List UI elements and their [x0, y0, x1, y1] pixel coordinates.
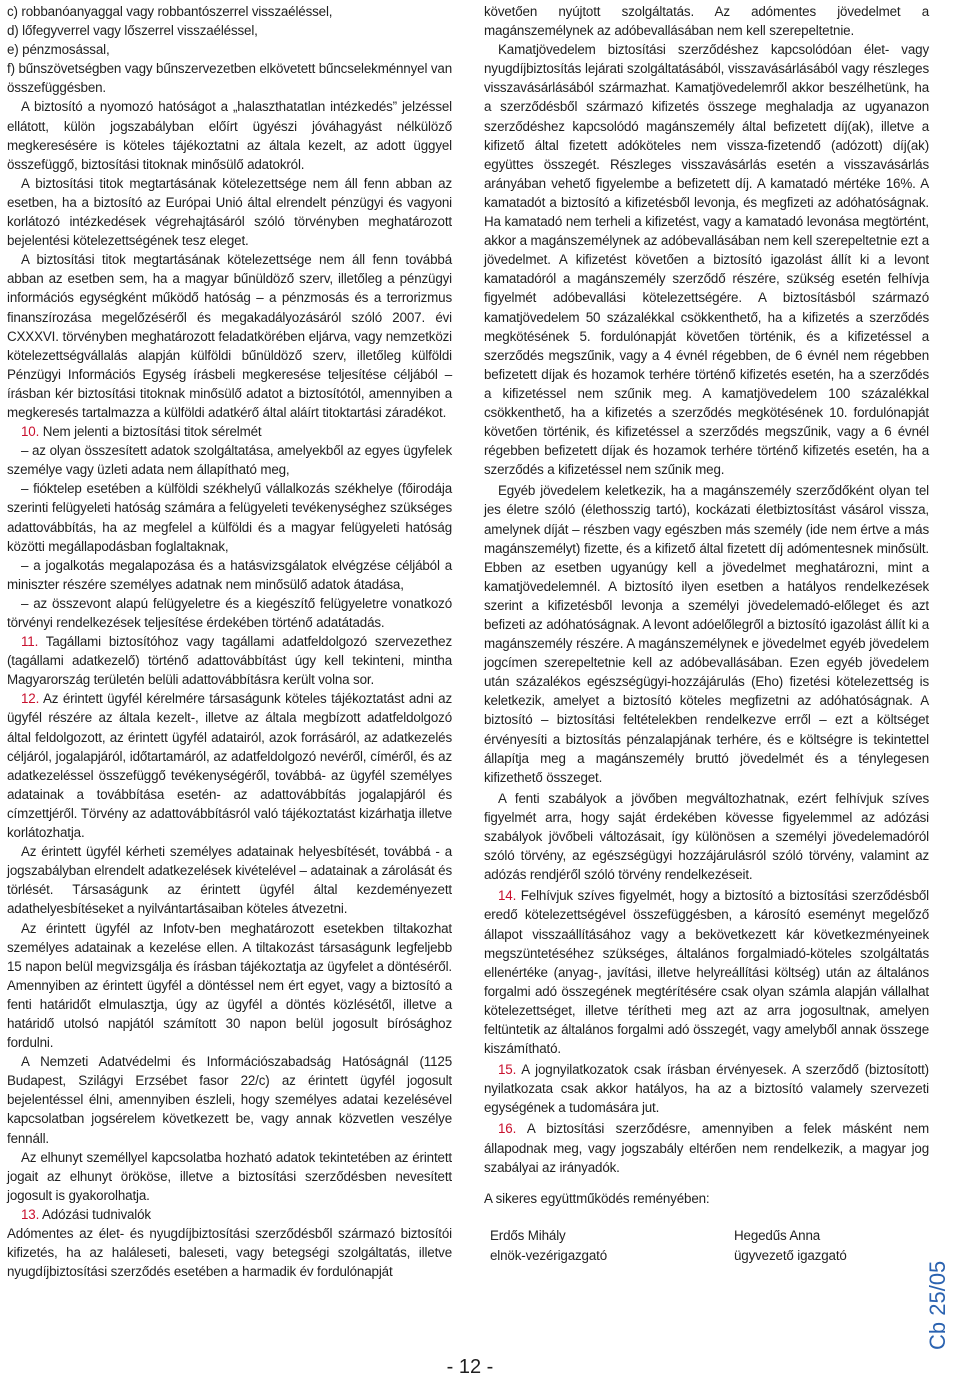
paragraph-branch-office: – fióktelep esetében a külföldi székhelyű vállalkozás székhelye (főirodája szerinti felügyeleti hatóság számára a felügyeleti tevékenységhez szükséges adattovábbítás, ha az megfelel a külföldi és a magyar felügyeleti hatóság közötti megállapodásban foglaltaknak, [7, 481, 452, 554]
section-13-heading [7, 1205, 452, 1224]
paragraph-tax-exempt-cont: követően nyújtott szolgáltatás. Az adómentes jövedelmet a magánszemélynek az adóbevallásában nem kell szerepeltetnie. [484, 4, 929, 39]
section-10-heading [7, 422, 452, 441]
section-text: Tagállami biztosítóhoz vagy tagállami adatfeldolgozó szervezethez (tagállami adatkezelő) történő adattovábbítást úgy kell tekinteni, mintha Magyarország területén belüli adattovábbításra került volna sor. [7, 634, 452, 688]
section-number: 15. [498, 1062, 517, 1078]
section-12 [7, 689, 452, 842]
document-code: Cb 25/05 [925, 1260, 950, 1350]
paragraph-eu-restriction: A biztosítási titok megtartásának kötelezettsége nem áll fenn abban az esetben, ha a biztosító az Európai Unió által elrendelt pénzügyi és vagyoni korlátozó intézkedések végrehajtásáról szóló törvényben meghatározott bejelentési kötelezettségének tesz eleget. [7, 175, 452, 249]
section-number: 12. [21, 691, 40, 707]
section-text: Felhívjuk szíves figyelmét, hogy a biztosító a biztosítási szerződésből eredő kötelezettségével összefüggésben, a károsító eseményt megelőző állapot visszaállításához vagy a bekövetkezett kár következményeinek megszüntetéséhez szükséges, általános forgalmiadó-köteles szolgáltatás ellenértéke (anyag-, javítási, illetve helyreállítási költség) után az általános forgalmi adó összegének megtérítésére csak olyan számla alapján vállalhat kötelezettséget, illetve térítheti meg azt az arra jogosultnak, amelyen feltüntetik az általános forgalmi adó összegét, vagy amelyből annak összege kiszámítható. [484, 888, 929, 1057]
paragraph-rules-change: A fenti szabályok a jövőben megváltozhatnak, ezért felhívjuk szíves figyelmét arra, hogy saját érdekében kövesse figyelemmel az adózási szabályok jövőbeli változásait, így különösen a személyi jövedelemadóról szóló törvény, az egészségügyi hozzájárulásról szóló törvény, valamint az adózás rendjéről szóló törvény rendelkezéseit. [484, 790, 929, 883]
signatory-title: elnök-vezérigazgató [490, 1247, 607, 1263]
right-column [484, 2, 929, 1286]
signature-right [734, 1226, 847, 1266]
paragraph-naih: A Nemzeti Adatvédelmi és Információszabadság Hatóságnál (1125 Budapest, Szilágyi Erzsébet fasor 22/c) az érintett ügyfél jogosult bejelentéssel élni, amennyiben észleli, hogy személyes adatai kezelésével kapcsolatban jogsérelem következett be, vagy annak közvetlen veszélye fennáll. [7, 1054, 452, 1146]
list-item-d: d) lőfegyverrel vagy lőszerrel visszaéléssel, [7, 23, 258, 39]
section-number: 10. [21, 424, 40, 440]
paragraph-data-correction: Az érintett ügyfél kérheti személyes adatainak helyesbítését, továbbá - a jogszabályban elrendelt adatkezelések kivételével – adatainak a zárolását és törlését. Társaságunk az érintett ügyfél által kezdeményezett adathelyesbítéseket a nyilvántartásaiban köteles átvezetni. [7, 844, 452, 917]
section-15 [484, 1060, 929, 1117]
signature-left [490, 1226, 607, 1266]
paragraph-objection: Az érintett ügyfél az Infotv-ben meghatározott esetekben tiltakozhat személyes adatainak a kezelése ellen. A tiltakozást társaságunk legfeljebb 15 napon belül megvizsgálja és írásban tájékoztatja az ügyfelet a döntéséről. Amennyiben az érintett ügyfél a döntéssel nem ért egyet, vagy a biztosító a fenti határidőt elmulasztja, úgy az ügyfél a döntés közlésétől, illetve a határidő utolsó napjától számított 30 napon belül jogosult bírósághoz fordulni. [7, 920, 452, 1051]
paragraph-other-income: Egyéb jövedelem keletkezik, ha a magánszemély szerződőként olyan tel jes életre szóló (élethosszig tartó), kockázati életbiztosítást vásárol vissza, amelynek díját – részben vagy egészben más személy (ide nem értve a más magánszemélyt) fizette, és a kifizető által fizetett díj adómentesnek minősült. Ebben az esetben ugyanúgy kell a jövedelmet meghatározni, mint a kamatjövedelemnél. A biztosító ilyen esetben a hatályos rendelkezések szerint a kifizetésből levonja a személyi jövedelemadó-előleget és azt befizeti az adóhatóságnak. A levont adóelőlegről a biztosító igazolást állít ki a magánszemély részére. A magánszemélynek e jövedelmet egyéb jövedelem jogcímen szerepeltetnie kell az adóbevallásában. Ezen egyéb jövedelem után százalékos egészségügyi-hozzájárulás (Eho) fizetési kötelezettség is keletkezik, amelyet a biztosító köteles megfizetni az adóhatóságnak. A biztosító – biztosítási feltételekben rendelkezve erről – ezt a költséget érvényesíti a biztosítás pénzalapjának terhére, és e költségre is tekintettel állapítja meg a magánszemély bruttó jövedelmét és a ténylegesen kifizethető összeget. [484, 483, 929, 785]
section-11 [7, 632, 452, 689]
section-number: 16. [498, 1121, 517, 1137]
paragraph-legislation: – a jogalkotás megalapozása és a hatásvizsgálatok elvégzése céljából a miniszter részére személyes adatnak nem minősülő adatok átadása, [7, 557, 452, 592]
paragraph-consolidated-supervision: – az összevont alapú felügyeletre és a kiegészítő felügyeletre vonatkozó törvényi rendelkezések teljesítése érdekében történő adatátadás. [7, 595, 452, 630]
section-text: Nem jelenti a biztosítási titok sérelmét [39, 424, 262, 440]
section-number: 11. [21, 634, 39, 650]
section-text: A biztosítási szerződésre, amennyiben a felek másként nem állapodnak meg, vagy jogszabály eltérően nem rendelkezik, a magyar jog szabályai az irányadók. [484, 1121, 929, 1175]
paragraph-deceased: Az elhunyt személlyel kapcsolatba hozható adatok tekintetében az érintett jogait az elhunyt örököse, illetve a biztosítási szerződésben nevesített jogosult is gyakorolhatja. [7, 1149, 452, 1203]
paragraph-urgent-measure: A biztosító a nyomozó hatóságot a „halaszthatatlan intézkedés” jelzéssel ellátott, külön jogszabályban előírt ügyészi jóváhagyást nélkülöző megkeresésére is köteles tájékoztatni az általa kezelt, az adott üggyel összefüggő, biztosítási titoknak minősülő adatokról. [7, 99, 452, 172]
left-column [7, 2, 452, 1281]
list-item-f: f) bűnszövetségben vagy bűnszervezetben elkövetett bűncselekménnyel van összefüggésben. [7, 61, 452, 96]
closing-line: A sikeres együttműködés reményében: [484, 1190, 710, 1206]
paragraph-aggregated-data: – az olyan összesített adatok szolgáltatása, amelyekből az egyes ügyfelek személye vagy üzleti adata nem állapítható meg, [7, 443, 452, 478]
section-number: 14. [498, 888, 517, 904]
section-text: Adózási tudnivalók [39, 1206, 151, 1222]
signatory-name: Erdős Mihály [490, 1227, 566, 1243]
section-14 [484, 886, 929, 1058]
signatory-name: Hegedűs Anna [734, 1227, 821, 1243]
section-16 [484, 1119, 929, 1176]
section-number: 13. [21, 1206, 40, 1222]
section-text: Az érintett ügyfél kérelmére társaságunk köteles tájékoztatást adni az ügyfél részére az általa kezelt-, illetve az általa megbízott adatfeldolgozó által feldolgozott, az érintett ügyfél adatairól, azok forrásáról, az adatkezelés céljáról, jogalapjáról, időtartamáról, az adatfeldolgozó nevéről, címéről, és az adatkezeléssel összefüggő tevékenységéről, továbbá- az ügyfél személyes adatainak a továbbítása esetén- az adattovábbítás jogalapjáról és címzettjéről. Törvény az adattovábbításról való tájékoztatást kizárhatja illetve korlátozhatja. [7, 691, 452, 841]
page-number: - 12 - [446, 1356, 494, 1378]
paragraph-money-laundering: A biztosítási titok megtartásának kötelezettsége nem áll fenn továbbá abban az esetben sem, ha a magyar bűnüldöző szerv, illetőleg a pénzügyi információs egységként működő hatóság – a pénzmosás és a terrorizmus finanszírozása megelőzéséről és megakadályozásáról szóló 2007. évi CXXXVI. törvényben meghatározott feladatkörében eljárva, vagy nemzetközi kötelezettségvállalás alapján külföldi bűnüldöző szerv, illetőleg külföldi Pénzügyi Információs Egység írásbeli megkeresése teljesítése céljából – írásban kér biztosítási titoknak minősülő adatot a biztosítótól, amennyiben a megkeresés tartalmazza a külföldi adatkérő által aláírt titoktartási záradékot. [7, 252, 452, 420]
section-text: A jognyilatkozatok csak írásban érvényesek. A szerződő (biztosított) nyilatkozata csak akkor hatályos, ha az a biztosító valamely szervezeti egységének a tudomására jut. [484, 1062, 929, 1116]
list-item-e: e) pénzmosással, [7, 42, 110, 58]
paragraph-tax-exempt: Adómentes az élet- és nyugdíjbiztosítási szerződésből származó biztosítói kifizetés, ha az haláleseti, baleseti, vagy betegségi szolgáltatás, illetve nyugdíjbiztosítási szerződés esetében a harmadik év fordulónapját [7, 1226, 452, 1280]
signature-block [484, 1226, 929, 1286]
signatory-title: ügyvezető igazgató [734, 1247, 847, 1263]
list-item-c: c) robbanóanyaggal vagy robbantószerrel visszaéléssel, [7, 4, 333, 19]
paragraph-interest-income: Kamatjövedelem biztosítási szerződéshez kapcsolódóan élet- vagy nyugdíjbiztosítás lejárati szolgáltatásából, visszavásárlásából vagy részleges visszavásárlásából származhat. Kamatjövedelemről akkor beszélhetünk, ha a szerződésből származó kifizetés összege meghaladja az ugyanazon szerződéshez kapcsolódó magánszemély által befizetett díj(ak), illetve a kifizető által fizetett adóköteles nem vissza-fizetendő (adózott) díj(ak) együttes összegét. Részleges visszavásárlás esetén a visszavásárlás arányában vehető figyelembe a befizetett díj. A kamatadó mértéke 16%. A kamatadót a biztosító a kifizetésből levonja, és megfizeti az adóhatóságnak. Ha kamatadó nem terheli a kifizetést, vagy a kamatadó levonása megtörtént, akkor a magánszemélynek az adóbevallásában nem kell szerepeltetnie ezt a jövedelmet. A kifizetést követően a biztosító igazolást állít ki a levont kamatadóról a magánszemély szerződő részére, szükség esetén felhívja figyelmét adóbevallási kötelezettségére. A biztosításból származó kamatjövedelem 50 százalékkal csökkenthető, ha a kifizetés a szerződés megkötésének 5. fordulónapját követően történik, és a kifizetéssel a szerződés megszűnik, vagy a 4 évnél régebben, de 6 évnél nem régebben befizetett díjak és hozamok terhére történő kifizetés esetén, ha a szerződés a kifizetéssel nem szűnik meg. A kamatjövedelem 100 százalékkal csökkenthető, ha a kifizetés a szerződés megkötésének 10. fordulónapját követően történik, és kifizetéssel a szerződés megszűnik, vagy a 6 évnél régebben befizetett díjak és hozamok terhére történő kifizetés esetén, ha a szerződés a kifizetéssel nem szűnik meg. [484, 42, 929, 478]
